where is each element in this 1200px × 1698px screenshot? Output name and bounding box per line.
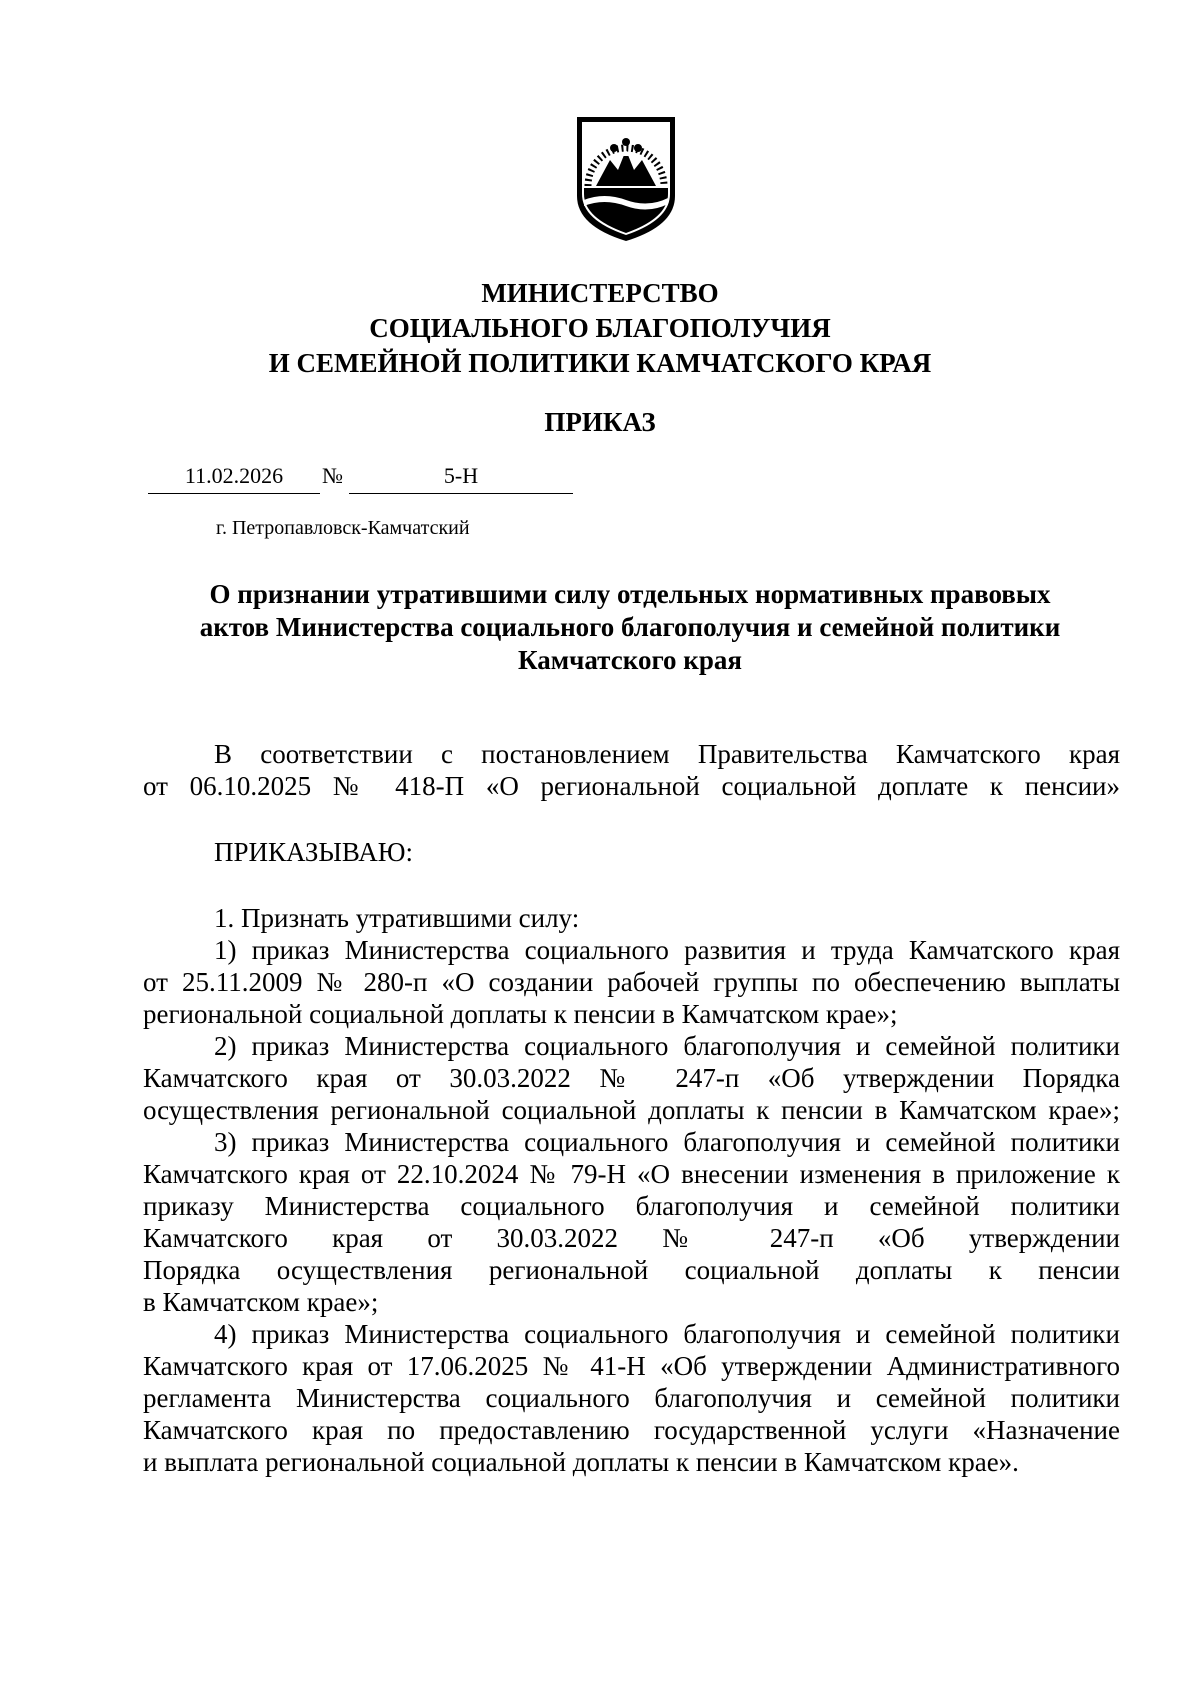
organization-line: И СЕМЕЙНОЙ ПОЛИТИКИ КАМЧАТСКОГО КРАЯ bbox=[268, 348, 932, 378]
registration-number-label: № bbox=[322, 463, 343, 488]
item-4-line: Камчатского края по предоставлению государственной услуги «Назначение bbox=[143, 1415, 1120, 1445]
item-1-line: 1) приказ Министерства социального развития и труда Камчатского края bbox=[214, 935, 1120, 965]
registration-number: 5-Н bbox=[349, 463, 573, 494]
city: г. Петропавловск-Камчатский bbox=[216, 517, 470, 539]
item-2-line: 2) приказ Министерства социального благополучия и семейной политики bbox=[214, 1031, 1120, 1061]
item-3-line: в Камчатском крае»; bbox=[143, 1287, 379, 1317]
preamble-line: от 06.10.2025 № 418-П «О региональной социальной доплате к пенсии» bbox=[143, 771, 1120, 801]
item-3-line: Камчатского края от 22.10.2024 № 79-Н «О внесении изменения в приложение к bbox=[143, 1159, 1120, 1189]
item-1-line: от 25.11.2009 № 280-п «О создании рабочей группы по обеспечению выплаты bbox=[143, 967, 1120, 997]
item-4-line: 4) приказ Министерства социального благополучия и семейной политики bbox=[214, 1319, 1120, 1349]
preamble-line: В соответствии с постановлением Правительства Камчатского края bbox=[214, 739, 1120, 769]
item-3-line: Камчатского края от 30.03.2022 № 247-п «Об утверждении bbox=[143, 1223, 1120, 1253]
registration-date: 11.02.2026 bbox=[148, 463, 320, 494]
order-word: ПРИКАЗЫВАЮ: bbox=[214, 837, 413, 867]
organization-line: СОЦИАЛЬНОГО БЛАГОПОЛУЧИЯ bbox=[369, 313, 831, 343]
coat-of-arms-emblem bbox=[574, 114, 678, 244]
item-4-line: и выплата региональной социальной доплаты к пенсии в Камчатском крае». bbox=[143, 1447, 1019, 1477]
items-heading: 1. Признать утратившими силу: bbox=[214, 903, 580, 933]
organization-name bbox=[0, 276, 1200, 381]
item-1-line: региональной социальной доплаты к пенсии в Камчатском крае»; bbox=[143, 999, 898, 1029]
item-4-line: регламента Министерства социального благополучия и семейной политики bbox=[143, 1383, 1120, 1413]
item-3-line: приказу Министерства социального благополучия и семейной политики bbox=[143, 1191, 1120, 1221]
document-title bbox=[140, 578, 1120, 677]
document-type: ПРИКАЗ bbox=[544, 407, 656, 437]
item-3-line: Порядка осуществления региональной социальной доплаты к пенсии bbox=[143, 1255, 1120, 1285]
item-2-line: Камчатского края от 30.03.2022 № 247-п «Об утверждении Порядка bbox=[143, 1063, 1120, 1093]
title-line: Камчатского края bbox=[518, 645, 742, 675]
preamble bbox=[143, 738, 1120, 802]
organization-line: МИНИСТЕРСТВО bbox=[481, 278, 719, 308]
item-2-line: осуществления региональной социальной доплаты к пенсии в Камчатском крае»; bbox=[143, 1095, 1120, 1125]
item-4-line: Камчатского края от 17.06.2025 № 41-Н «Об утверждении Административного bbox=[143, 1351, 1120, 1381]
order-items bbox=[143, 902, 1120, 1478]
title-line: О признании утратившими силу отдельных нормативных правовых bbox=[209, 579, 1051, 609]
title-line: актов Министерства социального благополучия и семейной политики bbox=[199, 612, 1061, 642]
item-3-line: 3) приказ Министерства социального благополучия и семейной политики bbox=[214, 1127, 1120, 1157]
